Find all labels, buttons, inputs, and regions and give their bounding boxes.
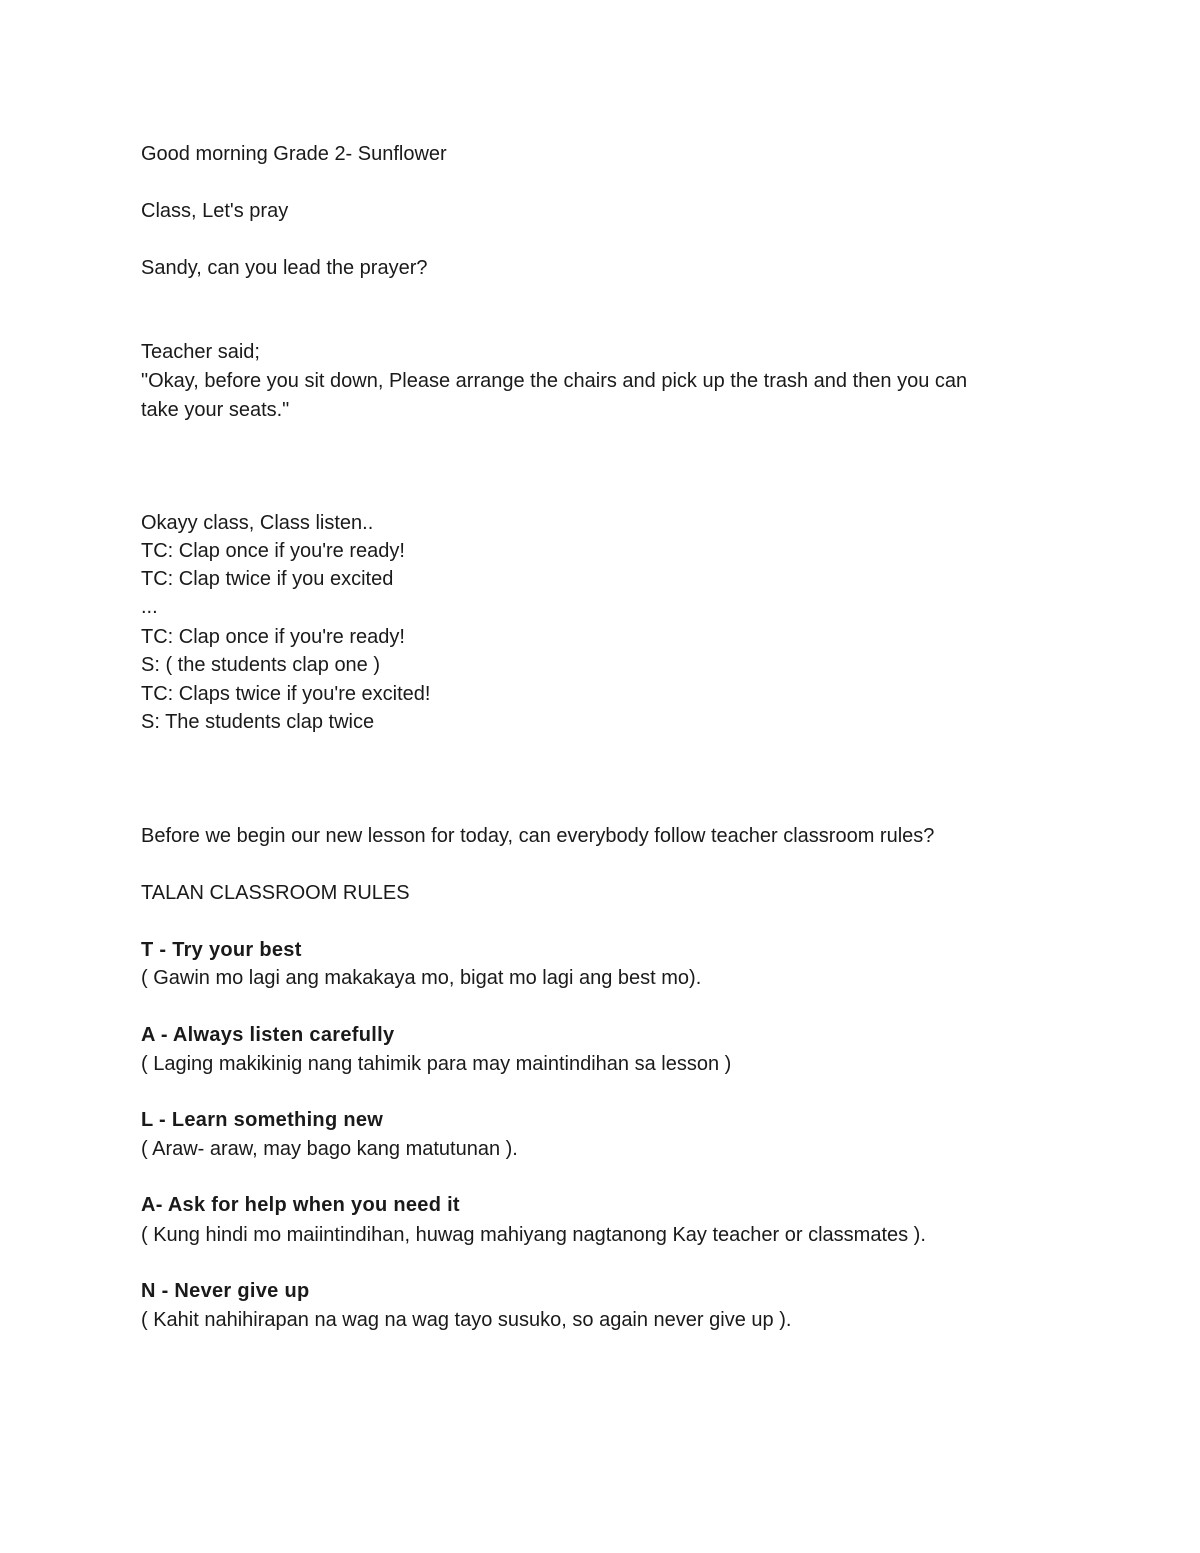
clap-line: S: The students clap twice [141, 711, 375, 733]
clap-intro: Okayy class, Class listen.. [141, 512, 374, 534]
rule-heading: A - Always listen carefully [141, 1024, 395, 1046]
clap-line: S: ( the students clap one ) [141, 654, 381, 676]
rule-description: ( Araw- araw, may bago kang matutunan ). [141, 1138, 518, 1160]
rule-description: ( Laging makikinig nang tahimik para may maintindihan sa lesson ) [141, 1053, 732, 1075]
rules-title: TALAN CLASSROOM RULES [141, 882, 410, 904]
rule-description: ( Kung hindi mo maiintindihan, huwag mahiyang nagtanong Kay teacher or classmates ). [141, 1224, 926, 1246]
rule-description: ( Kahit nahihirapan na wag na wag tayo susuko, so again never give up ). [141, 1309, 792, 1331]
rule-heading: A- Ask for help when you need it [141, 1194, 460, 1216]
clap-line: TC: Clap twice if you excited [141, 568, 394, 590]
teacher-quote-line-2: take your seats." [141, 399, 290, 421]
clap-line: TC: Clap once if you're ready! [141, 626, 405, 648]
pray-text: Class, Let's pray [141, 200, 289, 222]
lead-prayer-text: Sandy, can you lead the prayer? [141, 257, 428, 279]
rule-description: ( Gawin mo lagi ang makakaya mo, bigat mo lagi ang best mo). [141, 967, 702, 989]
teacher-said-label: Teacher said; [141, 341, 260, 363]
greeting-text: Good morning Grade 2- Sunflower [141, 143, 447, 165]
clap-line: TC: Clap once if you're ready! [141, 540, 405, 562]
rule-heading: T - Try your best [141, 939, 302, 961]
rule-heading: L - Learn something new [141, 1109, 384, 1131]
clap-line: ... [141, 596, 158, 618]
teacher-quote-line-1: "Okay, before you sit down, Please arrange the chairs and pick up the trash and then you can [141, 370, 968, 392]
rule-heading: N - Never give up [141, 1280, 310, 1302]
clap-line: TC: Claps twice if you're excited! [141, 683, 431, 705]
rules-intro: Before we begin our new lesson for today, can everybody follow teacher classroom rules? [141, 825, 935, 847]
